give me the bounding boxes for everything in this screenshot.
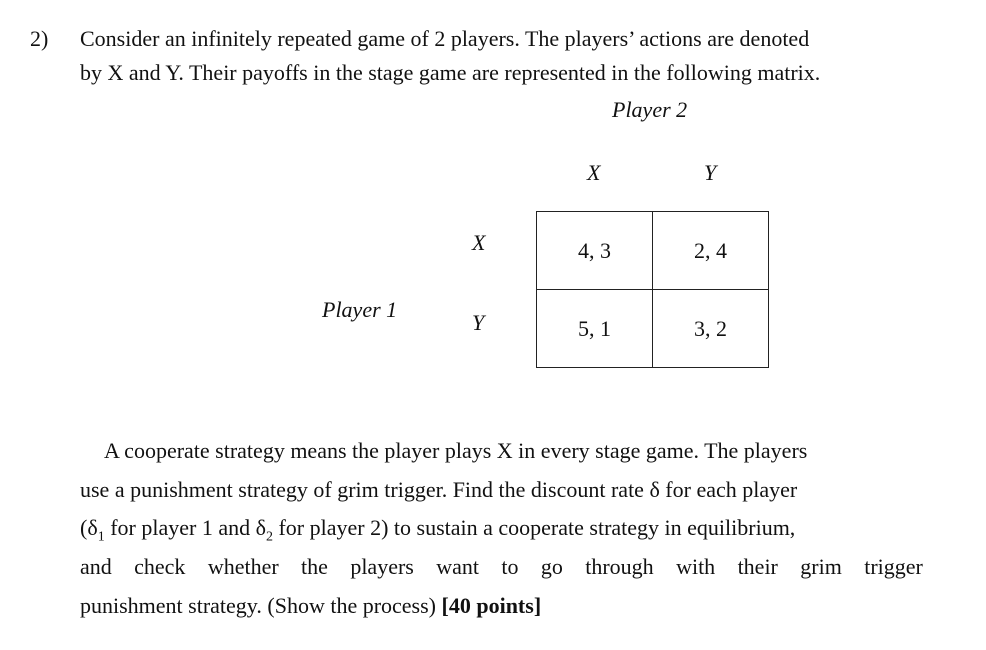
col-label-x: X — [587, 160, 601, 185]
matrix-row — [537, 290, 769, 368]
paragraph-line-1: A cooperate strategy means the player plays X in every stage game. The players — [104, 438, 808, 463]
paragraph-line-5 — [80, 593, 541, 619]
paragraph-line-2: use a punishment strategy of grim trigger. Find the discount rate δ for each player — [80, 477, 798, 502]
word: and — [80, 554, 112, 579]
payoff-cell: 3, 2 — [653, 290, 769, 368]
word: with — [676, 554, 716, 579]
delta-subscript-1: 1 — [97, 529, 105, 545]
paragraph-line-3 — [80, 515, 795, 545]
word: the — [301, 554, 328, 579]
intro-line-1: Consider an infinitely repeated game of 2 players. The players’ actions are denoted — [80, 26, 810, 51]
word: go — [540, 554, 563, 579]
points-label: [40 points] — [441, 593, 542, 618]
word: players — [350, 554, 414, 579]
player-2-label: Player 2 — [612, 97, 688, 122]
word: grim — [800, 554, 842, 579]
payoff-cell: 2, 4 — [653, 212, 769, 290]
word: to — [501, 554, 519, 579]
delta-mid: for player 1 and δ — [104, 515, 266, 540]
word: whether — [207, 554, 279, 579]
col-label-y: Y — [704, 160, 717, 185]
row-label-y: Y — [472, 310, 485, 335]
word: their — [737, 554, 778, 579]
payoff-cell: 4, 3 — [537, 212, 653, 290]
paragraph-line-5-text: punishment strategy. (Show the process) — [80, 593, 442, 618]
delta-subscript-2: 2 — [265, 529, 273, 545]
word: trigger — [864, 554, 923, 579]
word: through — [585, 554, 654, 579]
matrix-row — [537, 212, 769, 290]
word: want — [436, 554, 479, 579]
delta-rest: for player 2) to sustain a cooperate strategy in equilibrium, — [272, 515, 796, 540]
row-label-x: X — [472, 230, 486, 255]
intro-line-2: by X and Y. Their payoffs in the stage game are represented in the following matrix. — [80, 60, 821, 85]
player-1-label: Player 1 — [322, 297, 398, 322]
payoff-cell: 5, 1 — [537, 290, 653, 368]
question-number: 2) — [30, 26, 49, 51]
paragraph-line-4 — [80, 554, 923, 580]
delta-open: (δ — [80, 515, 98, 540]
word: check — [134, 554, 186, 579]
payoff-matrix — [536, 211, 769, 368]
